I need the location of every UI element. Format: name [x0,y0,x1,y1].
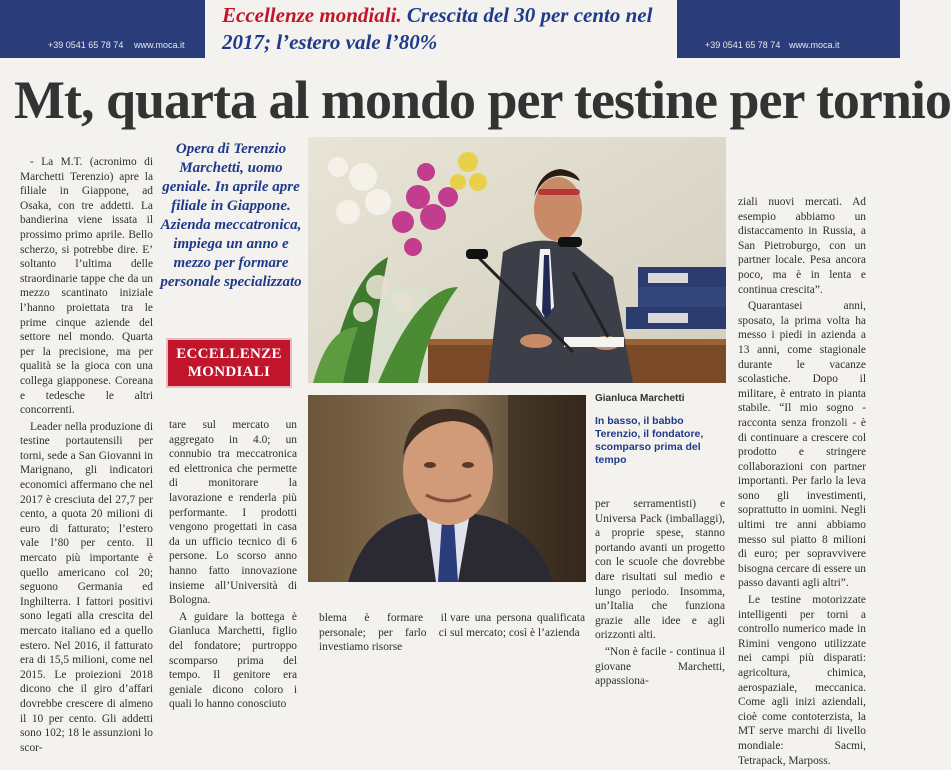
section-badge: ECCELLENZE MONDIALI [166,338,292,388]
photo-gianluca-marchetti [308,137,726,383]
paragraph: tare sul mercato un aggregato in 4.0; un connubio tra meccatronica ed elettronica che permette di monitorare la lavorazione e renderla più performante. I prodotti vengono progettati in casa da un ufficio tecnico di 6 persone. Lo scorso anno hanno fatto innovazione insieme all’Università di Bologna. [169,419,297,607]
paragraph: vare una persona qualificata sul mercato; così è l’azienda [450,612,585,639]
kicker [222,2,667,56]
ad-website: www.moca.it [789,40,840,50]
photo-caption: Gianluca Marchetti [595,393,685,404]
paragraph: per serramentisti) e Universa Pack (imballaggi), a proprie spese, stanno portando avanti un progetto con le scuole che dovrebbe dare risultati sul medio e lungo periodo. Insomma, un’Italia che funziona grazie alle idee e agli orizzonti alti. [595,498,725,642]
kicker-red: Eccellenze mondiali. [222,3,402,27]
photo-image [308,395,586,582]
advertisement-right [677,0,900,58]
paragraph: - La M.T. (acronimo di Marchetti Terenzio) apre la filiale in Giappone, ad Osaka, con tre addetti. La bandierina viene issata il prossimo primo aprile. Bello scherzo, si potrebbe dire. E’ soltanto l’ultima delle straordinarie tappe che da un mezzo scantinato iniziale l’hanno proiettata tra le prime cinque aziende del settore nel mondo. Quarta per la precisione, ma per qualità se la gioca con una collega giapponese. Coreana e tedesche le altri concorrenti. [20,156,153,417]
paragraph: Quarantasei anni, sposato, la prima volta ha messo i piedi in azienda a 13 anni, come stagionale durante le vacanze scolastiche. Dopo il militare, è entrato in pianta stabile. “Il mio sogno - racconta senza fronzoli - è di continuare a crescere col prodotto e stringere collaborazioni con partner importanti. Per farlo la leva sono gli investimenti, soprattutto in uomini. Negli ultimi tre anni abbiamo messo sul piatto 8 milioni di euro; per sopravvivere bisogna cercare di essere un passo davanti agli altri”. [738,300,866,590]
article-column-3 [319,611,447,657]
paragraph: A guidare la bottega è Gianluca Marchetti, figlio del fondatore; purtroppo scomparso prima del tempo. Il genitore era geniale dicono coloro i quali lo hanno conosciuto [169,610,297,711]
article-column-2 [169,418,297,714]
paragraph: blema è formare il personale; per farlo ci investiamo risorse [319,612,447,654]
headline: Mt, quarta al mondo per testine per tornio [14,70,951,130]
article-column-1 [20,155,153,757]
advertisement-left [0,0,205,58]
ad-phone: +39 0541 65 78 74 [48,40,124,50]
ad-website: www.moca.it [134,40,185,50]
photo-terenzio-marchetti [308,395,586,582]
article-column-5 [738,195,866,770]
photo-caption: In basso, il babbo Terenzio, il fondatore, scomparso prima del tempo [595,415,704,466]
paragraph: “Non è facile - continua il giovane Marchetti, appassiona- [595,645,725,688]
paragraph: ziali nuovi mercati. Ad esempio abbiamo un distaccamento in Russia, a San Pietroburgo, con un partner locale. Pesa ancora poco, ma è in lenta e continua crescita”. [738,196,866,296]
paragraph: Leader nella produzione di testine portautensili per torni, sede a San Giovanni in Marignano, gli indicatori economici affermano che nel 2017 è cresciuta del 27,7 per cento, a quota 20 milioni di euro di fatturato; l’estero vale l’80 per cento. Il mercato più importante è quello americano col 20; seguono Germania ed Inghilterra. I fattori positivi sono legati alla crescita del mercato italiano ed a quello estero. Nel 2016, il fatturato era di 15,5 milioni, come nel 2015. Le proiezioni 2018 dicono che il giro d’affari dovrebbe crescere di almeno il 10 per cento. Gli addetti sono 102; 18 le assunzioni lo scor- [20,420,153,754]
paragraph: Le testine motorizzate intelligenti per torni a controllo numerico made in Rimini vengono utilizzate nei campi più disparati: agricoltura, chimica, aerospaziale, meccanica. Come agli inizi aziendali, cioè come contoterzista, la MT serve marchi di livello mondiale: Sacmi, Tetrapack, Marposs. [738,594,866,767]
article-column-4-top [450,611,585,642]
article-column-4 [595,497,725,691]
ad-phone: +39 0541 65 78 74 [705,40,781,50]
photo-image [308,137,726,383]
kicker-blue: Crescita del 30 per cento nel 2017; l’estero vale l’80% [222,3,653,54]
deck: Opera di Terenzio Marchetti, uomo geniale. In aprile apre filiale in Giappone. Azienda meccatronica, impiega un anno e mezzo per formare personale specializzato [160,141,302,290]
